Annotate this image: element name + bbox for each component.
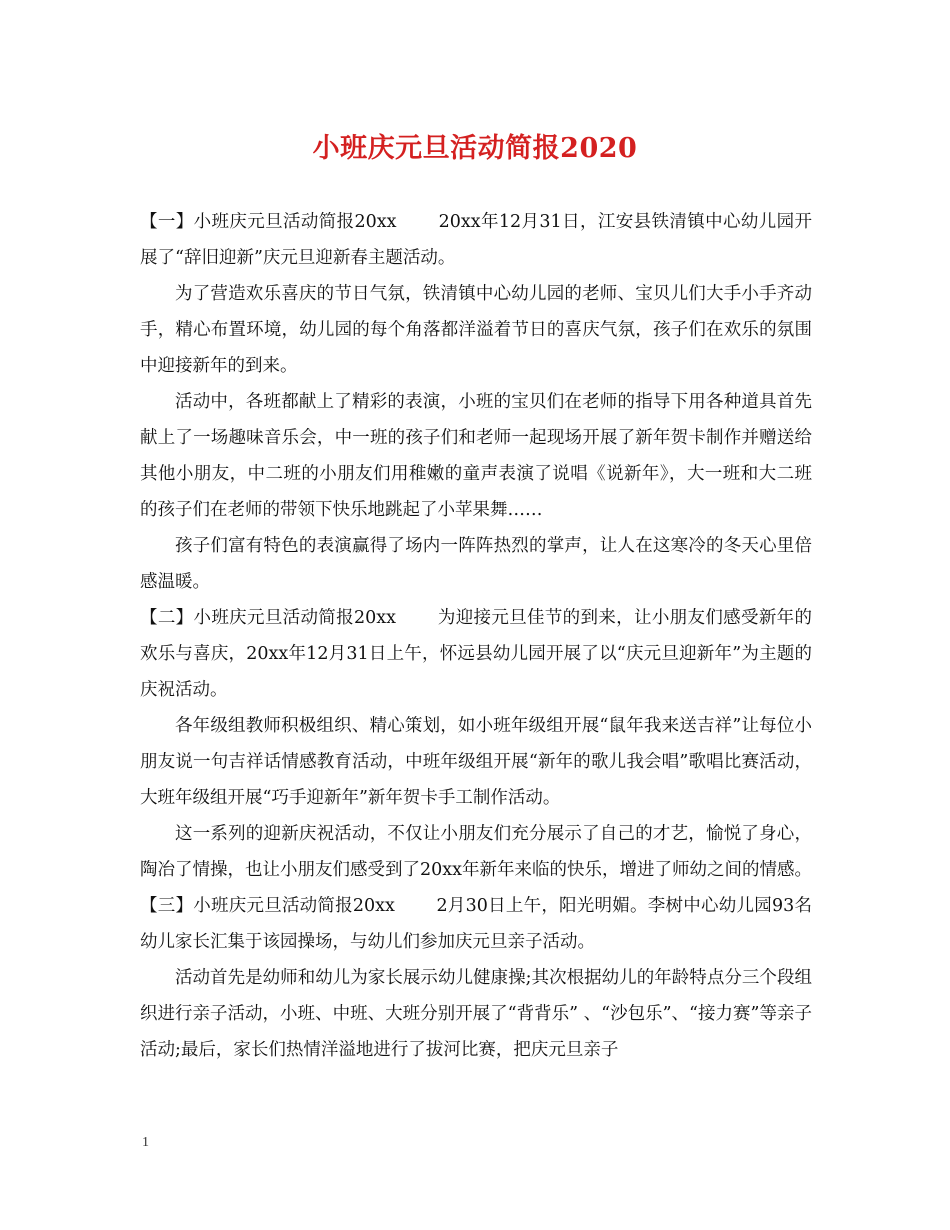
paragraph-section-3-intro: 【三】小班庆元旦活动简报20xx 2月30日上午，阳光明媚。李树中心幼儿园93名幼儿家长汇集于该园操场，与幼儿们参加庆元旦亲子活动。 [140, 896, 812, 952]
paragraph: 孩子们富有特色的表演赢得了场内一阵阵热烈的掌声，让人在这寒冷的冬天心里倍感温暖。 [140, 536, 812, 592]
document-title: 小班庆元旦活动简报2020 [312, 133, 638, 164]
paragraph: 这一系列的迎新庆祝活动，不仅让小朋友们充分展示了自己的才艺，愉悦了身心，陶冶了情操，也让小朋友们感受到了20xx年新年来临的快乐，增进了师幼之间的情感。 [140, 824, 813, 880]
paragraph: 活动首先是幼师和幼儿为家长展示幼儿健康操;其次根据幼儿的年龄特点分三个段组织进行亲子活动，小班、中班、大班分别开展了“背背乐” 、“沙包乐”、“接力赛”等亲子活动;最后，家长们热情洋溢地进行了拔河比赛，把庆元旦亲子 [140, 968, 812, 1060]
paragraph: 各年级组教师积极组织、精心策划，如小班年级组开展“鼠年我来送吉祥”让每位小朋友说一句吉祥话情感教育活动，中班年级组开展“新年的歌儿我会唱”歌唱比赛活动，大班年级组开展“巧手迎新年”新年贺卡手工制作活动。 [140, 716, 812, 808]
paragraph: 活动中，各班都献上了精彩的表演，小班的宝贝们在老师的指导下用各种道具首先献上了一场趣味音乐会，中一班的孩子们和老师一起现场开展了新年贺卡制作并赠送给其他小朋友，中二班的小朋友们用稚嫩的童声表演了说唱《说新年》，大一班和大二班的孩子们在老师的带领下快乐地跳起了小苹果舞…… [140, 392, 812, 520]
paragraph: 为了营造欢乐喜庆的节日气氛，铁清镇中心幼儿园的老师、宝贝儿们大手小手齐动手，精心布置环境，幼儿园的每个角落都洋溢着节日的喜庆气氛，孩子们在欢乐的氛围中迎接新年的到来。 [140, 284, 812, 376]
document-body [140, 204, 812, 1068]
page-number: 1 [142, 1135, 149, 1150]
paragraph-section-1-intro: 【一】小班庆元旦活动简报20xx 20xx年12月31日，江安县铁清镇中心幼儿园开展了“辞旧迎新”庆元旦迎新春主题活动。 [140, 212, 812, 268]
paragraph-section-2-intro: 【二】小班庆元旦活动简报20xx 为迎接元旦佳节的到来，让小朋友们感受新年的欢乐与喜庆，20xx年12月31日上午，怀远县幼儿园开展了以“庆元旦迎新年”为主题的庆祝活动。 [140, 608, 812, 700]
